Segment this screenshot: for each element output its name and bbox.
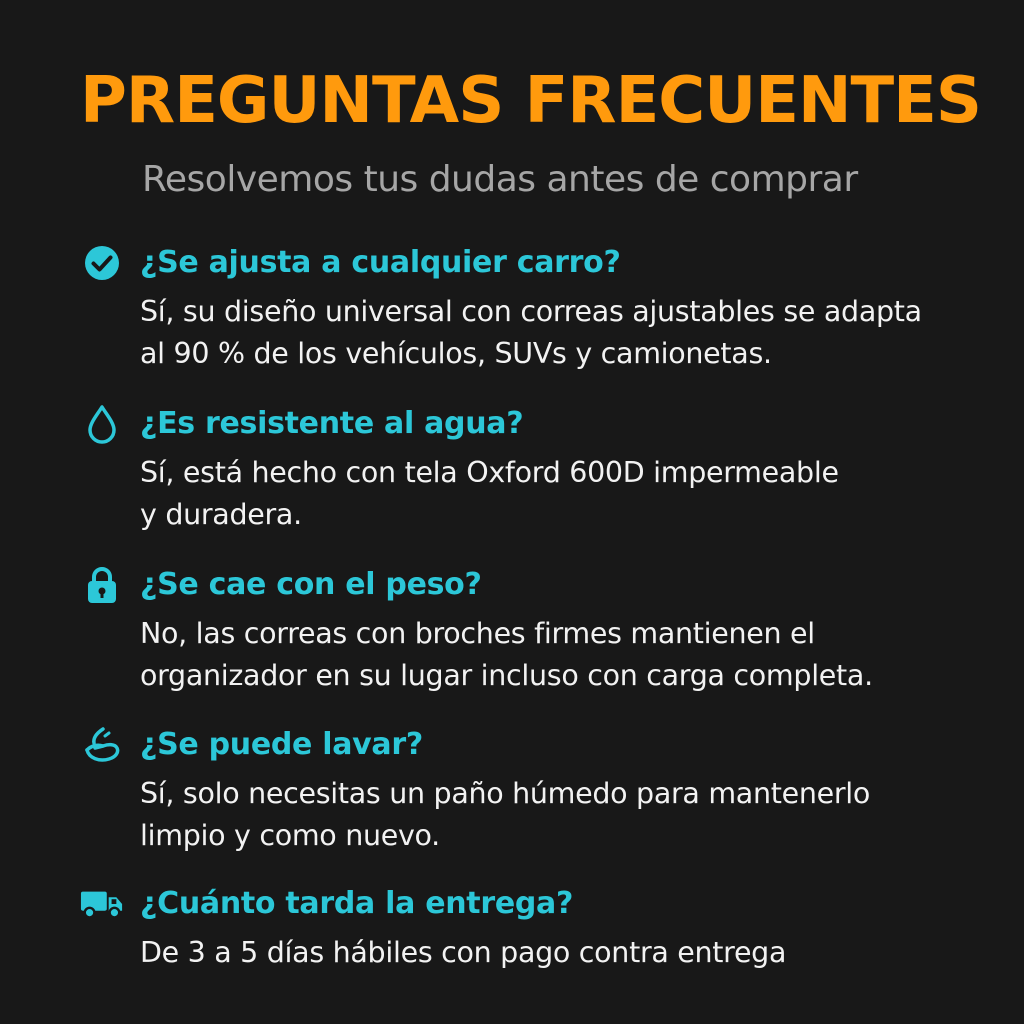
delivery-truck-icon (80, 882, 124, 926)
faq-question: ¿Se puede lavar? (140, 727, 423, 762)
faq-answer (140, 773, 960, 857)
check-circle-icon (80, 241, 124, 285)
faq-answer (140, 932, 960, 974)
faq-answer (140, 613, 960, 697)
faq-question: ¿Se ajusta a cualquier carro? (140, 245, 621, 280)
faq-answer (140, 291, 960, 375)
faq-answer-line: y duradera. (140, 498, 302, 531)
wash-hand-icon (80, 723, 124, 767)
page-subtitle: Resolvemos tus dudas antes de comprar (142, 159, 858, 200)
faq-answer-line: Sí, solo necesitas un paño húmedo para mantenerlo (140, 777, 871, 810)
faq-answer (140, 452, 960, 536)
faq-answer-line: Sí, está hecho con tela Oxford 600D impermeable (140, 456, 839, 489)
faq-question: ¿Cuánto tarda la entrega? (140, 886, 574, 921)
faq-question: ¿Se cae con el peso? (140, 567, 482, 602)
faq-answer-line: Sí, su diseño universal con correas ajustables se adapta (140, 295, 922, 328)
faq-answer-line: al 90 % de los vehículos, SUVs y camionetas. (140, 337, 772, 370)
water-drop-icon (80, 402, 124, 446)
faq-question: ¿Es resistente al agua? (140, 406, 524, 441)
faq-answer-line: De 3 a 5 días hábiles con pago contra entrega (140, 936, 787, 969)
faq-answer-line: organizador en su lugar incluso con carga completa. (140, 659, 873, 692)
faq-answer-line: limpio y como nuevo. (140, 819, 440, 852)
page-title: PREGUNTAS FRECUENTES (80, 64, 981, 138)
lock-icon (80, 563, 124, 607)
faq-answer-line: No, las correas con broches firmes mantienen el (140, 617, 815, 650)
